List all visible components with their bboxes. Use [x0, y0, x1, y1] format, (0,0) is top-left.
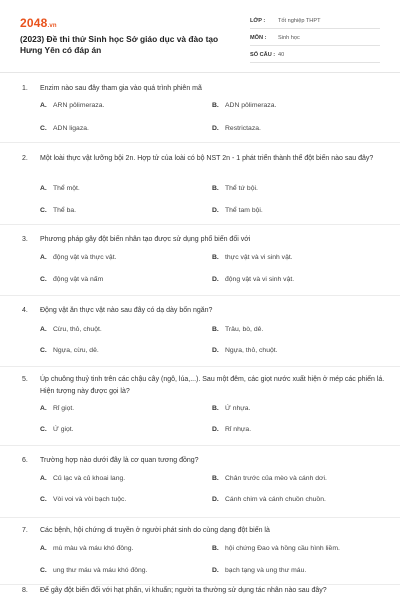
- question-item: [0, 225, 400, 296]
- question-number: 8.: [22, 587, 28, 594]
- answer-option[interactable]: A. mù màu và máu khó đông.: [40, 545, 134, 552]
- answer-option[interactable]: D. Ngựa, thỏ, chuột.: [212, 347, 278, 354]
- answer-option[interactable]: C. động vật và nấm: [40, 276, 104, 283]
- answer-option[interactable]: C. Thể ba.: [40, 207, 77, 214]
- question-number: 5.: [22, 376, 28, 383]
- meta-value: Tốt nghiệp THPT: [278, 18, 321, 24]
- answer-option[interactable]: A. Cừu, thỏ, chuột.: [40, 326, 102, 333]
- meta-label: MÔN :: [250, 35, 267, 41]
- question-text: Phương pháp gây đột biến nhân tạo được sử dụng phổ biến đối với: [40, 236, 251, 243]
- question-number: 1.: [22, 85, 28, 92]
- question-number: 3.: [22, 236, 28, 243]
- answer-option[interactable]: B. thực vật và vi sinh vật.: [212, 254, 293, 261]
- answer-option[interactable]: D. Rỉ nhựa.: [212, 426, 252, 433]
- question-item: [0, 367, 400, 446]
- question-item: [0, 585, 400, 600]
- answer-option[interactable]: B. hội chứng Đao và hồng cầu hình liềm.: [212, 545, 340, 552]
- question-number: 4.: [22, 307, 28, 314]
- answer-option[interactable]: A. Thể một.: [40, 185, 80, 192]
- answer-option[interactable]: D. Cánh chim và cánh chuồn chuồn.: [212, 496, 326, 503]
- answer-option[interactable]: B. ADN pôlimeraza.: [212, 102, 277, 109]
- answer-option[interactable]: A. động vật và thực vật.: [40, 254, 117, 261]
- meta-label: SỐ CÂU :: [250, 52, 276, 58]
- document-title: (2023) Đề thi thử Sinh học Sở giáo dục và đào tạo Hưng Yên có đáp án: [20, 34, 219, 55]
- question-item: [0, 296, 400, 367]
- site-logo[interactable]: 2048.vn: [20, 16, 57, 30]
- answer-option[interactable]: D. Thể tam bội.: [212, 207, 263, 214]
- question-number: 6.: [22, 457, 28, 464]
- question-item: [0, 446, 400, 518]
- answer-option[interactable]: D. bạch tạng và ung thư máu.: [212, 567, 307, 574]
- meta-row-subject: [250, 31, 380, 46]
- answer-option[interactable]: B. Thể tứ bội.: [212, 185, 258, 192]
- question-item: [0, 73, 400, 143]
- meta-row-class: [250, 14, 380, 29]
- answer-option[interactable]: C. Ứ giọt.: [40, 426, 74, 433]
- exam-meta: [250, 14, 380, 65]
- answer-option[interactable]: C. Ngựa, cừu, dê.: [40, 347, 99, 354]
- answer-option[interactable]: C. ADN ligaza.: [40, 125, 89, 132]
- answer-option[interactable]: C. Vòi voi và vòi bạch tuộc.: [40, 496, 127, 503]
- question-number: 2.: [22, 155, 28, 162]
- question-text: Úp chuông thuỷ tinh trên các chậu cây (ngô, lúa,...). Sau một đêm, các giọt nước xuất hiện ở mép các phiến lá. Hiện tượng này được gọi là?: [40, 376, 385, 395]
- question-text: Để gây đột biến đối với hạt phấn, vi khuẩn; người ta thường sử dụng tác nhân nào sau đây?: [40, 587, 327, 594]
- question-text: Một loài thực vật lưỡng bội 2n. Hợp tử của loài có bộ NST 2n - 1 phát triển thành thể đột biến nào sau đây?: [40, 155, 374, 162]
- answer-option[interactable]: B. Ứ nhựa.: [212, 405, 251, 412]
- answer-option[interactable]: B. Chân trước của mèo và cánh dơi.: [212, 475, 327, 482]
- question-item: [0, 143, 400, 225]
- answer-option[interactable]: A. Củ lạc và củ khoai lang.: [40, 475, 126, 482]
- answer-option[interactable]: B. Trâu, bò, dê.: [212, 326, 264, 333]
- question-item: [0, 518, 400, 585]
- question-text: Trường hợp nào dưới đây là cơ quan tương đồng?: [40, 457, 199, 464]
- meta-label: LỚP :: [250, 18, 266, 24]
- meta-value: 40: [278, 52, 285, 58]
- answer-option[interactable]: A. ARN pôlimeraza.: [40, 102, 105, 109]
- answer-option[interactable]: D. động vật và vi sinh vật.: [212, 276, 295, 283]
- meta-value: Sinh học: [278, 35, 300, 41]
- question-text: Enzim nào sau đây tham gia vào quá trình phiên mã: [40, 85, 202, 92]
- meta-row-count: [250, 48, 380, 63]
- answer-option[interactable]: C. ung thư máu và máu khó đông.: [40, 567, 148, 574]
- question-number: 7.: [22, 527, 28, 534]
- question-text: Các bệnh, hội chứng di truyền ở người phát sinh do cùng dạng đột biến là: [40, 527, 270, 534]
- question-text: Động vật ăn thực vật nào sau đây có dạ dày bốn ngăn?: [40, 307, 213, 314]
- answer-option[interactable]: D. Restrictaza.: [212, 125, 261, 132]
- answer-option[interactable]: A. Rỉ giọt.: [40, 405, 75, 412]
- document-header: [0, 0, 400, 72]
